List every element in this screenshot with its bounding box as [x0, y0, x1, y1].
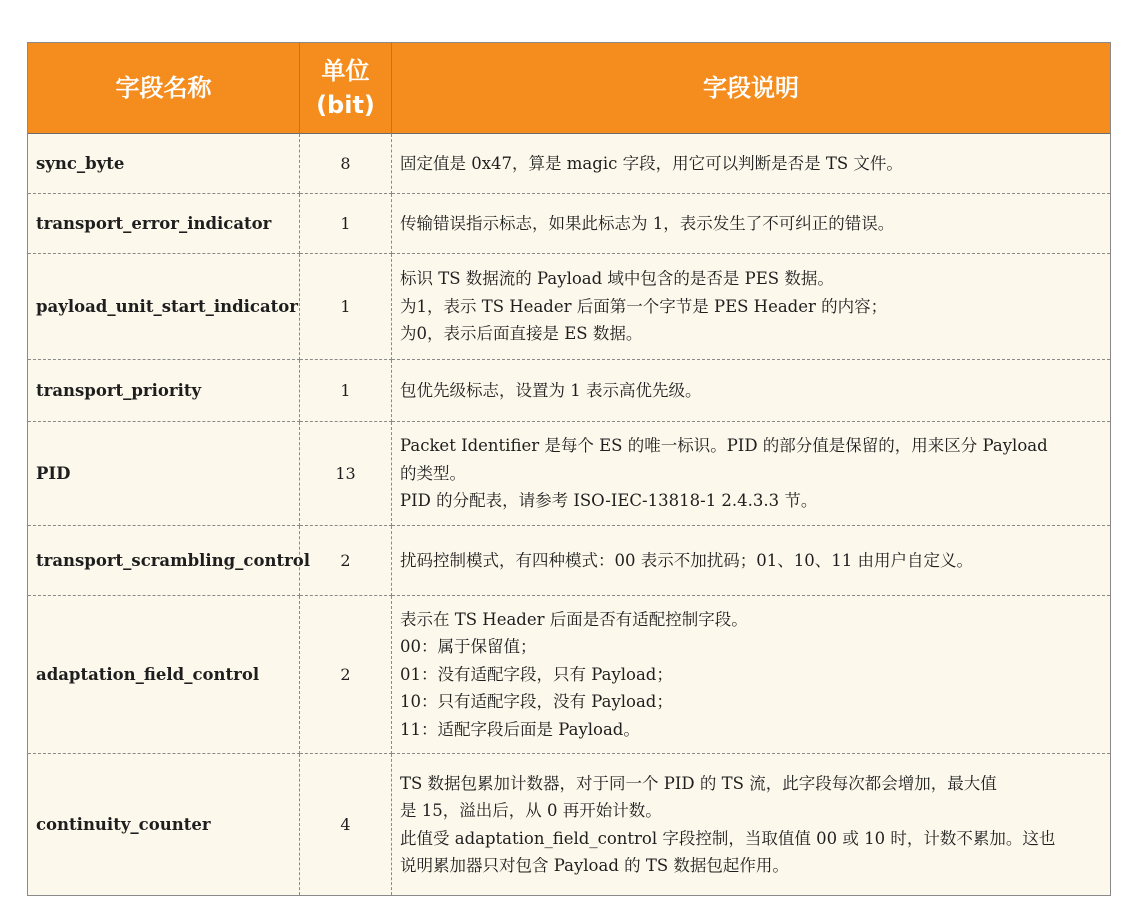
unit-cell: 1 [300, 254, 392, 360]
description-line: PID 的分配表，请参考 ISO-IEC-13818-1 2.4.3.3 节。 [400, 491, 818, 511]
description-line: 00：属于保留值； [400, 637, 537, 657]
description-line: 包优先级标志，设置为 1 表示高优先级。 [400, 380, 702, 400]
description-line: 是 15，溢出后，从 0 再开始计数。 [400, 801, 662, 820]
table-row [28, 194, 1111, 254]
description-line: Packet Identifier 是每个 ES 的唯一标识。PID 的部分值是保留的，用来区分 Payload [400, 436, 1048, 456]
description-line: 传输错误指示标志，如果此标志为 1，表示发生了不可纠正的错误。 [400, 213, 895, 233]
description-line: 10：只有适配字段，没有 Payload； [400, 692, 673, 712]
unit-cell: 1 [300, 360, 392, 422]
description-line: 说明累加器只对包含 Payload 的 TS 数据包起作用。 [400, 856, 789, 875]
description-cell [392, 422, 1111, 526]
description-cell [392, 526, 1111, 596]
header-unit-line2: (bit) [316, 91, 375, 119]
fields-table [27, 42, 1111, 896]
table-row [28, 526, 1111, 596]
description-line: 的类型。 [400, 463, 466, 483]
description-cell [392, 360, 1111, 422]
field-name-cell: sync_byte [28, 134, 300, 194]
unit-cell: 2 [300, 526, 392, 596]
description-line: 为1，表示 TS Header 后面第一个字节是 PES Header 的内容； [400, 296, 888, 316]
ts-header-field-table [27, 42, 1110, 896]
table-row [28, 754, 1111, 896]
unit-cell: 1 [300, 194, 392, 254]
table-row [28, 254, 1111, 360]
description-line: 扰码控制模式，有四种模式：00 表示不加扰码；01、10、11 由用户自定义。 [400, 550, 973, 570]
description-cell [392, 134, 1111, 194]
header-description: 字段说明 [392, 43, 1111, 134]
description-cell [392, 754, 1111, 896]
field-name-cell: payload_unit_start_indicator [28, 254, 300, 360]
description-line: 11：适配字段后面是 Payload。 [400, 719, 640, 739]
field-name-cell: transport_error_indicator [28, 194, 300, 254]
field-name-cell: transport_scrambling_control [28, 526, 300, 596]
description-line: 01：没有适配字段，只有 Payload； [400, 664, 673, 684]
description-line: 表示在 TS Header 后面是否有适配控制字段。 [400, 609, 748, 629]
description-line: TS 数据包累加计数器，对于同一个 PID 的 TS 流，此字段每次都会增加，最大值 [400, 773, 997, 793]
description-cell [392, 254, 1111, 360]
field-name-cell: PID [28, 422, 300, 526]
field-name-cell: adaptation_field_control [28, 596, 300, 754]
table-row [28, 596, 1111, 754]
unit-cell: 13 [300, 422, 392, 526]
header-unit-line1: 单位 [321, 57, 370, 85]
unit-cell: 2 [300, 596, 392, 754]
description-line: 此值受 adaptation_field_control 字段控制，当取值值 00 或 10 时，计数不累加。这也 [400, 828, 1056, 848]
header-unit [300, 43, 392, 134]
table-row [28, 422, 1111, 526]
description-cell [392, 596, 1111, 754]
header-field-name: 字段名称 [28, 43, 300, 134]
field-name-cell: transport_priority [28, 360, 300, 422]
table-header-row [28, 43, 1111, 134]
description-cell [392, 194, 1111, 254]
table-body [28, 134, 1111, 896]
table-row [28, 360, 1111, 422]
field-name-cell: continuity_counter [28, 754, 300, 896]
unit-cell: 4 [300, 754, 392, 896]
description-line: 标识 TS 数据流的 Payload 域中包含的是否是 PES 数据。 [400, 269, 834, 289]
description-line: 固定值是 0x47，算是 magic 字段，用它可以判断是否是 TS 文件。 [400, 153, 903, 173]
unit-cell: 8 [300, 134, 392, 194]
description-line: 为0，表示后面直接是 ES 数据。 [400, 324, 643, 344]
table-row [28, 134, 1111, 194]
